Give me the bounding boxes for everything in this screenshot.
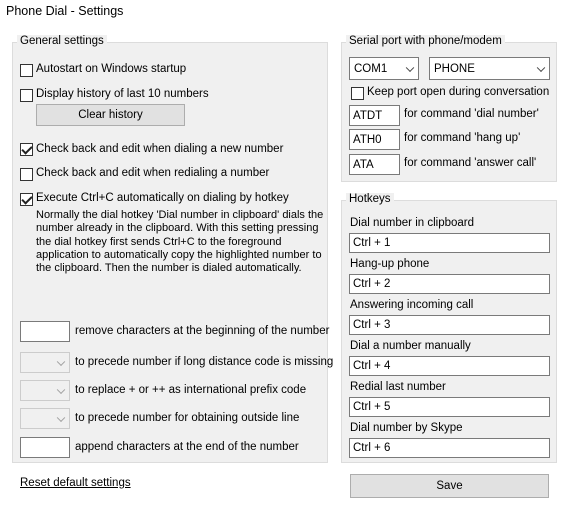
hotkey-label: Dial number in clipboard <box>350 217 475 229</box>
long-distance-label: to precede number if long distance code is missing <box>75 356 334 368</box>
dial-command-label: for command 'dial number' <box>404 108 539 120</box>
outside-line-label: to precede number for obtaining outside line <box>75 412 300 424</box>
ctrl-c-description: Normally the dial hotkey 'Dial number in clipboard' dials the number already in the clipboard. With this setting pressing the dial hotkey first sends Ctrl+C to the foreground application to automatically copy the highlighted number to the clipboard. Then the number is dialed automatically. <box>36 209 324 275</box>
general-settings-label: General settings <box>17 35 107 47</box>
hotkey-label: Redial last number <box>350 381 446 393</box>
save-button[interactable] <box>350 474 549 498</box>
hotkey-input[interactable]: Ctrl + 5 <box>349 397 550 417</box>
reset-default-settings-link[interactable]: Reset default settings <box>20 477 131 489</box>
append-chars-label: append characters at the end of the number <box>75 441 299 453</box>
window-title: Phone Dial - Settings <box>6 4 124 18</box>
clear-history-button[interactable] <box>36 104 185 126</box>
dial-command-input[interactable]: ATDT <box>349 105 400 126</box>
hotkey-label: Hang-up phone <box>350 258 430 270</box>
check-redial-label[interactable]: Check back and edit when redialing a number <box>36 167 270 179</box>
execute-ctrl-c-checkbox[interactable] <box>20 193 33 206</box>
outside-line-select[interactable] <box>20 408 70 429</box>
international-prefix-label: to replace + or ++ as international prefix code <box>75 384 307 396</box>
keep-port-open-checkbox[interactable] <box>351 87 364 100</box>
hangup-command-input[interactable]: ATH0 <box>349 129 400 150</box>
hotkey-input[interactable]: Ctrl + 4 <box>349 356 550 376</box>
autostart-label[interactable]: Autostart on Windows startup <box>36 63 187 75</box>
chevron-down-icon <box>406 63 414 71</box>
chevron-down-icon <box>537 63 545 71</box>
hotkey-label: Dial number by Skype <box>350 422 463 434</box>
history-label[interactable]: Display history of last 10 numbers <box>36 88 209 100</box>
history-checkbox[interactable] <box>20 89 33 102</box>
com-port-select[interactable] <box>349 57 419 80</box>
clear-history-button-label: Clear history <box>78 109 143 121</box>
chevron-down-icon <box>57 357 65 365</box>
execute-ctrl-c-label[interactable]: Execute Ctrl+C automatically on dialing by hotkey <box>36 192 289 204</box>
hangup-command-label: for command 'hang up' <box>404 132 521 144</box>
device-type-value: PHONE <box>434 62 475 75</box>
keep-port-open-label[interactable]: Keep port open during conversation <box>367 86 550 98</box>
hotkey-input[interactable]: Ctrl + 6 <box>349 438 550 458</box>
hotkey-input[interactable]: Ctrl + 3 <box>349 315 550 335</box>
remove-chars-input[interactable] <box>20 321 70 342</box>
check-new-number-label[interactable]: Check back and edit when dialing a new number <box>36 143 284 155</box>
international-prefix-select[interactable] <box>20 380 70 401</box>
append-chars-input[interactable] <box>20 437 70 458</box>
serial-port-label: Serial port with phone/modem <box>346 35 505 47</box>
chevron-down-icon <box>57 385 65 393</box>
device-type-select[interactable] <box>429 57 550 80</box>
answer-command-label: for command 'answer call' <box>404 157 537 169</box>
hotkey-input[interactable]: Ctrl + 1 <box>349 233 550 253</box>
answer-command-input[interactable]: ATA <box>349 154 400 175</box>
autostart-checkbox[interactable] <box>20 64 33 77</box>
hotkey-label: Answering incoming call <box>350 299 474 311</box>
com-port-value: COM1 <box>354 62 388 75</box>
hotkey-input[interactable]: Ctrl + 2 <box>349 274 550 294</box>
remove-chars-label: remove characters at the beginning of the number <box>75 325 330 337</box>
long-distance-select[interactable] <box>20 352 70 373</box>
chevron-down-icon <box>57 413 65 421</box>
hotkeys-label: Hotkeys <box>346 193 394 205</box>
check-redial-checkbox[interactable] <box>20 168 33 181</box>
hotkey-label: Dial a number manually <box>350 340 471 352</box>
check-new-number-checkbox[interactable] <box>20 143 33 156</box>
save-button-label: Save <box>436 480 463 492</box>
